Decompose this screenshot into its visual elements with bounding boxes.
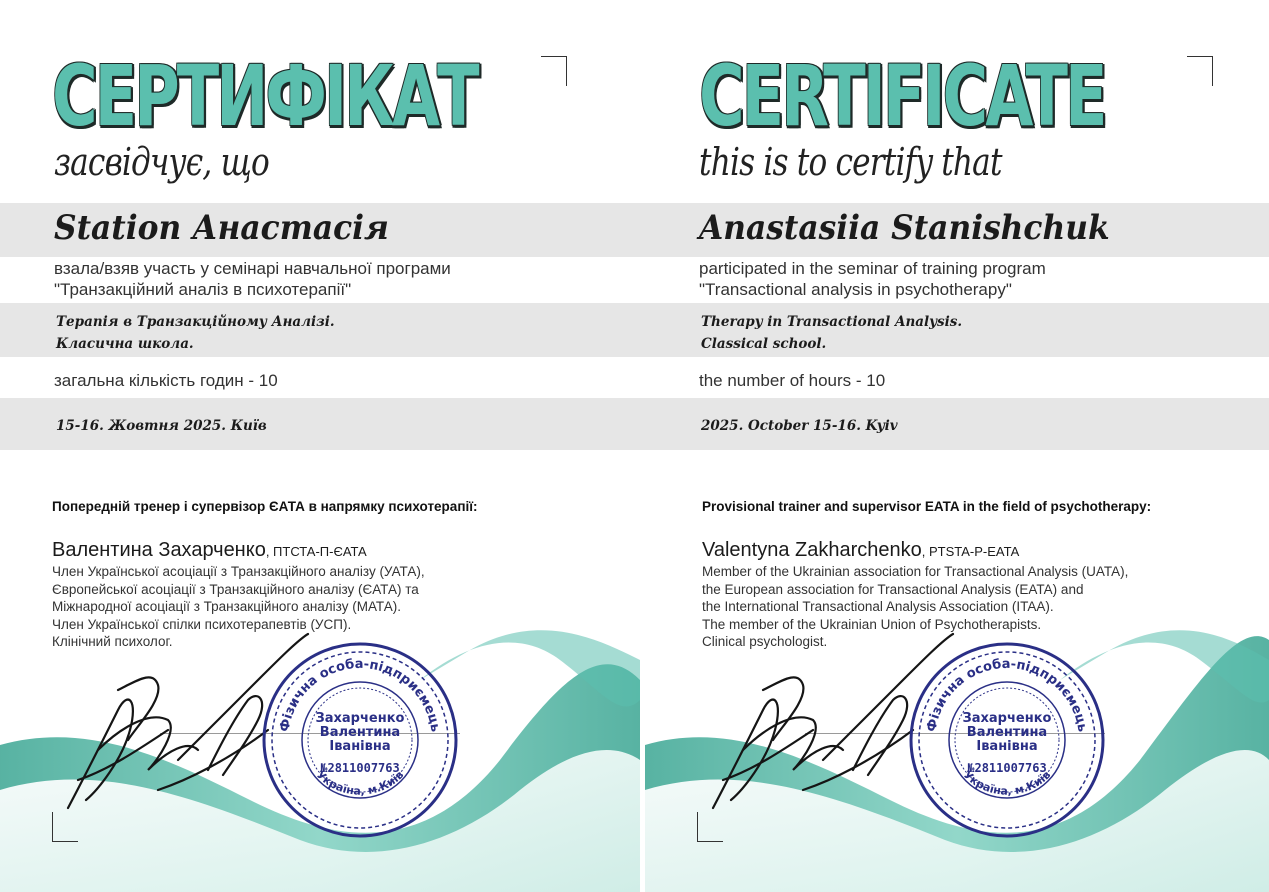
- corner-mark-top-right: [1187, 56, 1213, 86]
- trainer-desc-line: Clinical psychologist.: [702, 634, 828, 650]
- program-line-2: Класична школа.: [56, 336, 194, 352]
- stamp-name-line-2: Валентина: [966, 725, 1048, 740]
- stamp-name-line-3: Іванівна: [976, 739, 1038, 754]
- stamp-name-line-2: Валентина: [319, 725, 401, 740]
- trainer-heading: Попередній тренер і супервізор ЄАТА в напрямку психотерапії:: [52, 499, 478, 514]
- participation-line-2: "Транзакційний аналіз в психотерапії": [54, 280, 352, 299]
- certificate-subtitle: this is to certify that: [699, 140, 1002, 184]
- certificate-subtitle: засвідчує, що: [54, 140, 269, 184]
- corner-mark-bottom-left: [52, 812, 78, 842]
- program-module: [701, 311, 962, 355]
- trainer-desc-line: Європейської асоціації з Транзакційного аналізу (ЄАТА) та: [52, 581, 419, 597]
- seminar-date: 2025. October 15-16. Kyiv: [701, 418, 898, 434]
- stamp-name-line-1: Захарченко: [315, 711, 405, 726]
- participation-line-1: participated in the seminar of training program: [699, 259, 1046, 278]
- participation-text: [54, 258, 451, 300]
- trainer-name-line: [52, 538, 367, 562]
- trainer-desc-line: The member of the Ukrainian Union of Psychotherapists.: [702, 616, 1042, 632]
- program-line-1: Therapy in Transactional Analysis.: [701, 314, 963, 330]
- stamp-number: №2811007763: [967, 761, 1047, 775]
- trainer-credentials: , ПТСТА-П-ЄАТА: [265, 544, 367, 559]
- recipient-name: Station Анастасія: [54, 208, 389, 248]
- trainer-desc-line: Член Української асоціації з Транзакційного аналізу (УАТА),: [52, 564, 425, 579]
- stamp-bottom-text: Україна, м.Київ: [960, 768, 1054, 798]
- participation-text: [699, 258, 1046, 300]
- hours-count: the number of hours - 10: [699, 371, 886, 390]
- stamp-ring-text: Фізична особа-підприємець: [924, 656, 1090, 734]
- hours-count: загальна кількість годин - 10: [54, 371, 278, 390]
- official-stamp: [907, 640, 1107, 840]
- program-line-1: Терапія в Транзакційному Аналізі.: [56, 314, 335, 330]
- stamp-number: №2811007763: [320, 761, 400, 775]
- certificate-ukrainian: [0, 0, 634, 892]
- trainer-name: Валентина Захарченко: [52, 539, 266, 561]
- corner-mark-bottom-left: [697, 812, 723, 842]
- participation-line-2: "Transactional analysis in psychotherapy": [699, 280, 1012, 299]
- trainer-credentials: , PTSTA-P-EATA: [921, 544, 1020, 559]
- stamp-name-line-1: Захарченко: [962, 711, 1052, 726]
- certificate-title: CERTIFICATE: [699, 47, 1105, 145]
- corner-mark-top-right: [541, 56, 567, 86]
- program-line-2: Classical school.: [701, 336, 827, 352]
- trainer-desc-line: the European association for Transactional Analysis (EATA) and: [702, 581, 1084, 597]
- trainer-desc-line: Member of the Ukrainian association for Transactional Analysis (UATA),: [702, 564, 1129, 579]
- stamp-ring-text: Фізична особа-підприємець: [277, 656, 443, 734]
- trainer-name: Valentyna Zakharchenko: [702, 539, 922, 561]
- trainer-desc-line: Член Української спілки психотерапевтів (УСП).: [52, 616, 352, 632]
- trainer-desc-line: Клінічний психолог.: [52, 634, 173, 650]
- trainer-desc-line: Міжнародної асоціації з Транзакційного аналізу (МАТА).: [52, 599, 401, 615]
- seminar-date: 15-16. Жовтня 2025. Київ: [56, 418, 267, 434]
- certificate-title: СЕРТИФІКАТ: [52, 47, 477, 145]
- trainer-desc-line: the International Transactional Analysis Association (ITAA).: [702, 599, 1054, 615]
- participation-line-1: взала/взяв участь у семінарі навчальної програми: [54, 259, 451, 278]
- recipient-name: Anastasiia Stanishchuk: [699, 208, 1110, 248]
- stamp-bottom-text: Україна, м.Київ: [313, 768, 407, 798]
- official-stamp: [260, 640, 460, 840]
- certificate-english: [645, 0, 1269, 892]
- trainer-heading: Provisional trainer and supervisor EATA in the field of psychotherapy:: [702, 499, 1152, 514]
- trainer-name-line: [702, 538, 1019, 562]
- program-module: [56, 311, 335, 355]
- stamp-name-line-3: Іванівна: [329, 739, 391, 754]
